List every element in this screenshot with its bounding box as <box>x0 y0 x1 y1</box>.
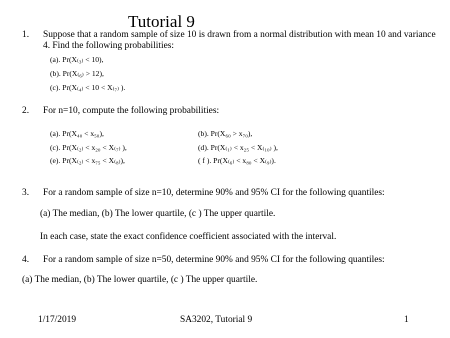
footer-page-number: 1 <box>404 315 409 325</box>
q1-part-b: (b). Pr(X₍₆₎ > 12), <box>50 69 104 78</box>
footer-course: SA3202, Tutorial 9 <box>180 315 253 325</box>
q3-note: In each case, state the exact confidence coefficient associated with the interval. <box>40 232 337 242</box>
q3-options: (a) The median, (b) The lower quartile, (c ) The upper quartile. <box>40 209 276 219</box>
q2-part-a: (a). Pr(X₄₀ < x₅₀), <box>50 129 104 138</box>
q2-part-e: (e). Pr(X₍₂₎ < x₇₅ < X₍₈₎), <box>50 156 125 165</box>
q1-part-a: (a). Pr(X₍₃₎ < 10), <box>50 55 104 64</box>
q3-number: 3. <box>22 188 30 198</box>
slide-title: Tutorial 9 <box>128 12 195 31</box>
footer-date: 1/17/2019 <box>38 315 77 325</box>
q1-text-line1: Suppose that a random sample of size 10 is drawn from a normal distribution with mean 10 and variance <box>43 30 436 40</box>
q2-number: 2. <box>22 106 30 116</box>
q1-number: 1. <box>22 30 30 40</box>
q2-part-c: (c). Pr(X₍₂₎ < x₂₀ < X₍₇₎ ), <box>50 143 127 152</box>
q2-text: For n=10, compute the following probabilities: <box>43 106 220 116</box>
q4-options: (a) The median, (b) The lower quartile, (c ) The upper quartile. <box>22 275 258 285</box>
q4-text: For a random sample of size n=50, determine 90% and 95% CI for the following quantiles: <box>43 255 385 265</box>
q1-text-line2: 4. Find the following probabilities: <box>43 41 174 51</box>
q3-text: For a random sample of size n=10, determine 90% and 95% CI for the following quantiles: <box>43 188 385 198</box>
q2-part-d: (d). Pr(X₍₁₎ < x₂₅ < X₍₁₀₎ ), <box>198 143 278 152</box>
q4-number: 4. <box>22 255 30 265</box>
q2-part-f: ( f ). Pr(X₍₆₎ < x₈₀ < X₍₉₎). <box>198 156 276 165</box>
q1-part-c: (c). Pr(X₍₄₎ < 10 < X₍₇₎ ). <box>50 83 126 92</box>
q2-part-b: (b). Pr(X₆₀ > x₇₀), <box>198 129 253 138</box>
